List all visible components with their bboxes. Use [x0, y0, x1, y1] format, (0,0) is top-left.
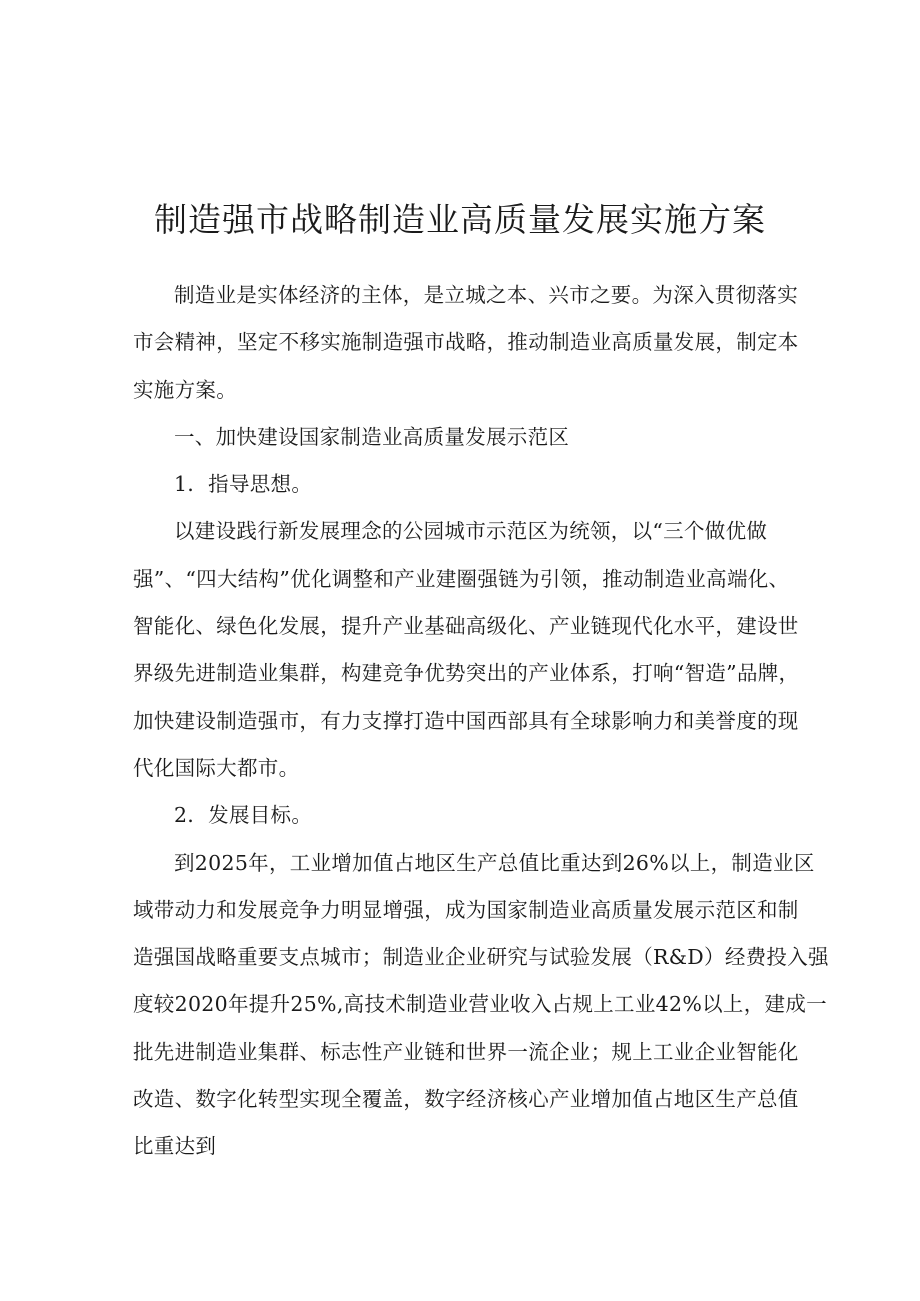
text-line: 2．发展目标。 [174, 803, 313, 828]
text-line: 制造业是实体经济的主体，是立城之本、兴市之要。为深入贯彻落实 [174, 283, 798, 307]
document-body [133, 272, 829, 1171]
text-line: 比重达到 [133, 1134, 217, 1159]
paragraph-item-1-body [133, 508, 800, 792]
paragraph-intro [133, 272, 799, 414]
document-title: 制造强市战略制造业高质量发展实施方案 [154, 200, 766, 239]
paragraph-section-1-heading [133, 414, 793, 461]
text-line: 1．指导思想。 [174, 472, 313, 497]
text-line: 到2025年，工业增加值占地区生产总值比重达到26%以上，制造业区 [174, 850, 815, 875]
text-line: 改造、数字化转型实现全覆盖，数字经济核心产业增加值占地区生产总值 [133, 1087, 799, 1112]
text-line: 代化国际大都市。 [133, 755, 300, 780]
text-line: 域带动力和发展竞争力明显增强，成为国家制造业高质量发展示范区和制 [133, 897, 799, 922]
paragraph-item-2-heading [133, 792, 793, 839]
text-line: 以建设践行新发展理念的公园城市示范区为统领，以“三个做优做 [174, 519, 768, 544]
paragraph-item-1-heading [133, 461, 793, 508]
text-line: 智能化、绿色化发展，提升产业基础高级化、产业链现代化水平，建设世 [133, 614, 799, 639]
text-line: 批先进制造业集群、标志性产业链和世界一流企业；规上工业企业智能化 [133, 1039, 799, 1064]
text-line: 一、加快建设国家制造业高质量发展示范区 [174, 424, 570, 449]
text-line: 强”、“四大结构”优化调整和产业建圈强链为引领，推动制造业高端化、 [133, 566, 790, 591]
text-line: 造强国战略重要支点城市；制造业企业研究与试验发展（R&D）经费投入强 [133, 945, 829, 970]
text-line: 市会精神，坚定不移实施制造强市战略，推动制造业高质量发展，制定本 [133, 330, 799, 355]
paragraph-item-2-body [133, 840, 829, 1171]
text-line: 界级先进制造业集群，构建竞争优势突出的产业体系，打响“智造”品牌， [133, 661, 800, 686]
text-line: 度较2020年提升25%,高技术制造业营业收入占规上工业42%以上，建成一 [133, 992, 827, 1017]
text-line: 加快建设制造强市，有力支撑打造中国西部具有全球影响力和美誉度的现 [133, 708, 799, 733]
text-line: 实施方案。 [133, 377, 237, 402]
